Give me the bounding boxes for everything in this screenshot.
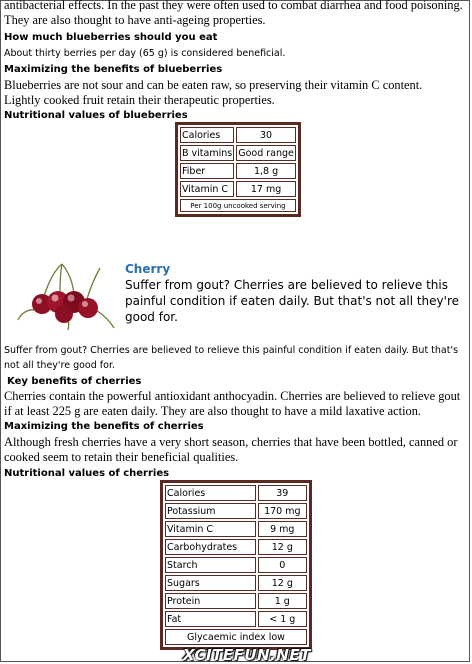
- bb-row: [180, 145, 296, 161]
- bb-row: [180, 181, 296, 197]
- ch-label: Fat: [165, 611, 256, 627]
- bb-value: 30: [236, 127, 296, 143]
- ch-row: [165, 503, 307, 519]
- blueberries-maximizing-heading: Maximizing the benefits of blueberries: [4, 64, 223, 75]
- ch-label: Potassium: [165, 503, 256, 519]
- cherries-image: [14, 258, 120, 330]
- bb-row: [180, 163, 296, 179]
- ch-label: Carbohydrates: [165, 539, 256, 555]
- blueberries-nutrition-heading: Nutritional values of blueberries: [4, 110, 188, 121]
- cherry-maximizing-text: Although fresh cherries have a very short season, cherries that have been bottled, canned or cooked seem to retain their beneficial qualities.: [4, 435, 458, 464]
- how-much-text: About thirty berries per day (65 g) is considered beneficial.: [4, 48, 286, 59]
- cherry-nutrition-heading: Nutritional values of cherries: [4, 468, 170, 479]
- key-benefits-heading: Key benefits of cherries: [7, 376, 142, 387]
- ch-row: [165, 593, 307, 609]
- blueberries-maximizing-text: Blueberries are not sour and can be eaten raw, so preserving their vitamin C content. Lightly cooked fruit retain their therapeutic properties.: [4, 78, 423, 107]
- ch-value: 1 g: [258, 593, 307, 609]
- ch-row: [165, 611, 307, 627]
- serving-note: Per 100g uncooked serving: [180, 199, 296, 212]
- ch-label: Calories: [165, 485, 256, 501]
- ch-value: 9 mg: [258, 521, 307, 537]
- ch-label: Starch: [165, 557, 256, 573]
- ch-row: [165, 575, 307, 591]
- ch-label: Sugars: [165, 575, 256, 591]
- ch-row: [165, 521, 307, 537]
- ch-value: 12 g: [258, 575, 307, 591]
- bb-row: [180, 127, 296, 143]
- glycaemic-index: Glycaemic index low: [165, 629, 307, 645]
- bb-value: Good range: [236, 145, 296, 161]
- ch-row: [165, 557, 307, 573]
- blueberries-intro: antibacterial effects. In the past they were often used to combat diarrhea and food poisoning. They are also thought to have anti-ageing properties.: [4, 0, 463, 27]
- bb-label: B vitamins: [180, 145, 234, 161]
- key-benefits-text: Cherries contain the powerful antioxidant anthocyadin. Cherries are believed to relieve gout if at least 225 g are eaten daily. They are also thought to have a mild laxative action.: [4, 389, 461, 418]
- bb-label: Vitamin C: [180, 181, 234, 197]
- ch-value: 0: [258, 557, 307, 573]
- how-much-heading: How much blueberries should you eat: [4, 32, 218, 43]
- blueberries-nutrition-table: [175, 122, 301, 217]
- bb-label: Fiber: [180, 163, 234, 179]
- cherry-summary: Suffer from gout? Cherries are believed to relieve this painful condition if eaten daily. But that's not all they're good for.: [4, 345, 459, 371]
- ch-value: 39: [258, 485, 307, 501]
- ch-row: [165, 539, 307, 555]
- ch-label: Vitamin C: [165, 521, 256, 537]
- cherry-nutrition-table: [160, 480, 312, 650]
- ch-row: [165, 485, 307, 501]
- bb-label: Calories: [180, 127, 234, 143]
- cherry-maximizing-heading: Maximizing the benefits of cherries: [4, 421, 204, 432]
- cherry-title[interactable]: Cherry: [125, 262, 171, 276]
- bb-value: 1,8 g: [236, 163, 296, 179]
- ch-label: Protein: [165, 593, 256, 609]
- bb-value: 17 mg: [236, 181, 296, 197]
- ch-value: 12 g: [258, 539, 307, 555]
- ch-value: 170 mg: [258, 503, 307, 519]
- cherry-intro: Suffer from gout? Cherries are believed to relieve this painful condition if eaten daily. But that's not all they're good for.: [125, 278, 460, 324]
- ch-value: < 1 g: [258, 611, 307, 627]
- watermark: XCITEFUN.NET: [183, 646, 311, 664]
